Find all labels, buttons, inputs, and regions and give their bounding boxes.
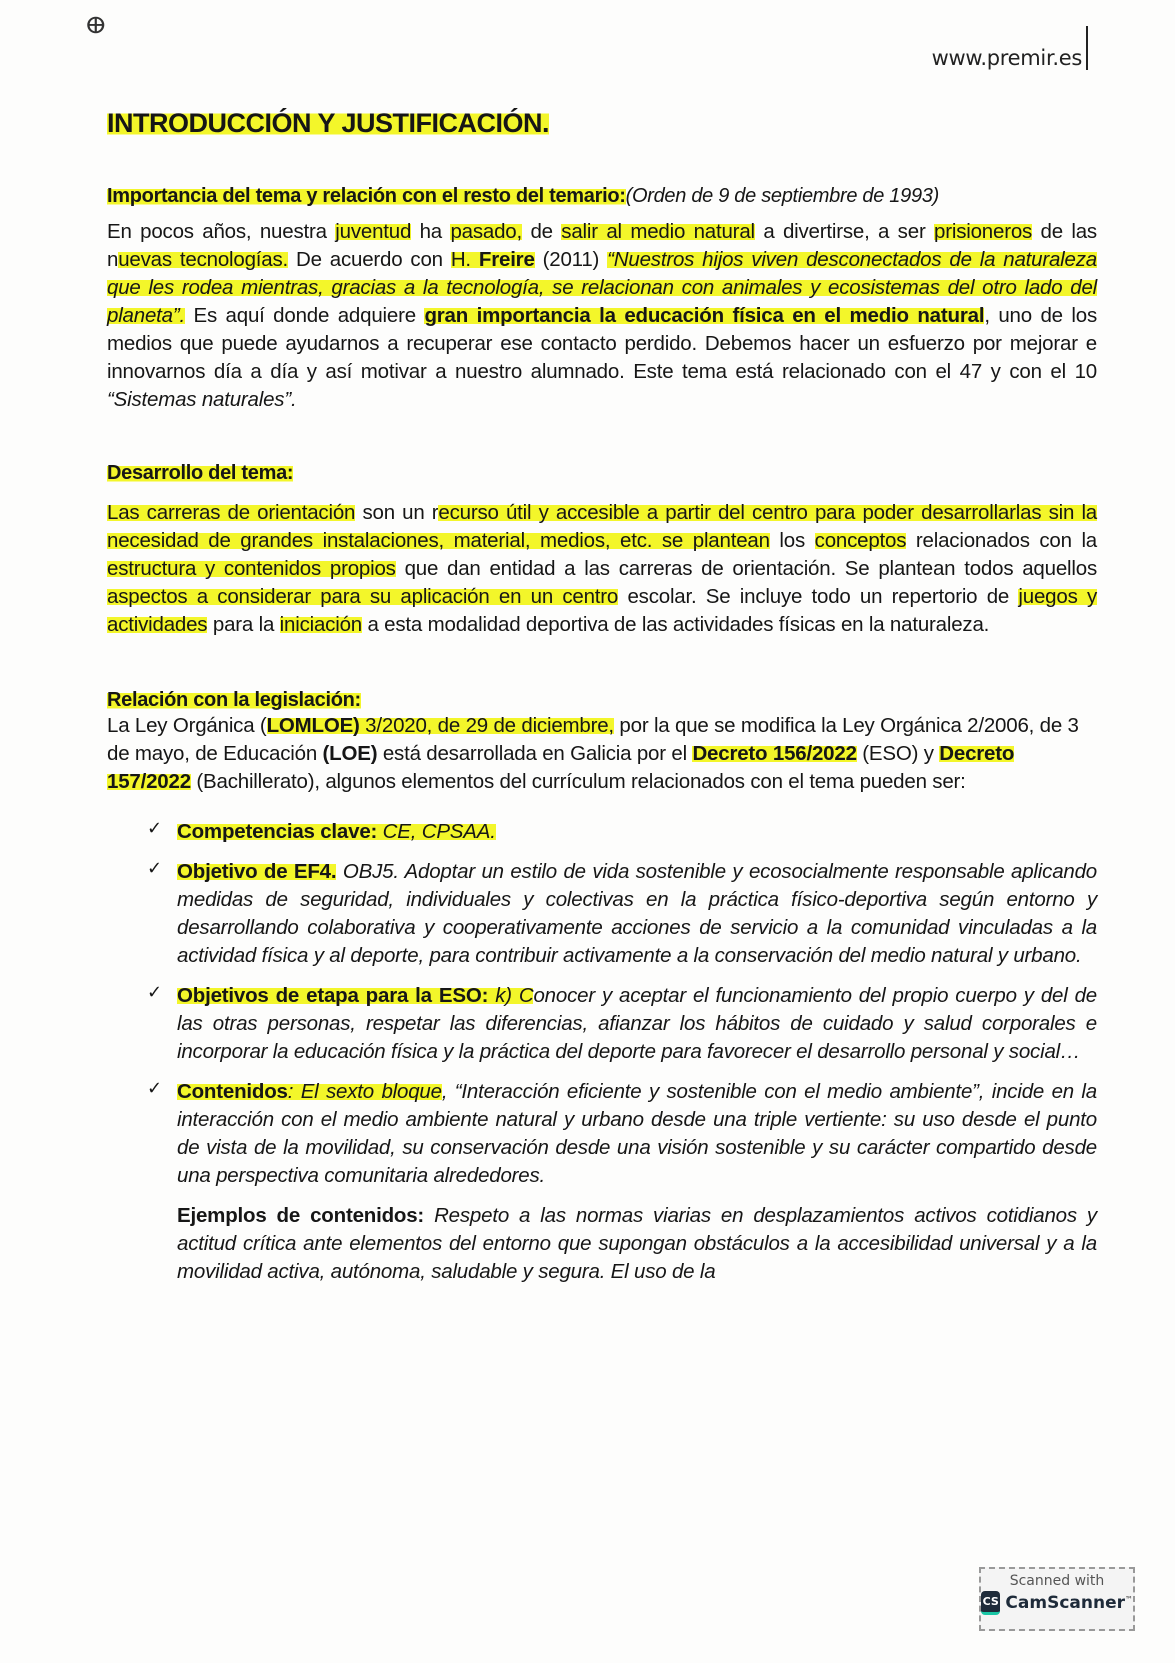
text: son un r	[355, 501, 439, 524]
heading-text: Importancia del tema y relación con el resto del temario:	[107, 185, 626, 207]
section-development	[107, 462, 1097, 639]
item-label: Objetivos de etapa para la ESO:	[177, 984, 489, 1007]
list-item-body	[177, 982, 1097, 1066]
text: de las n	[107, 220, 1097, 271]
page-title-text: INTRODUCCIÓN Y JUSTIFICACIÓN.	[107, 108, 550, 138]
list-item-body	[177, 858, 1097, 970]
checkmark-icon: ✓	[147, 858, 163, 879]
development-paragraph	[107, 499, 1097, 639]
highlight: juventud	[335, 220, 412, 243]
list-item-body	[177, 1078, 1097, 1190]
highlight: uevas tecnologías.	[118, 248, 289, 271]
highlight: ecurso útil y accesible a partir del centro para poder desarrollarlas sin la necesidad de grandes instalaciones, material, medios, etc. se plantean	[107, 501, 1097, 552]
item-code: OBJ5.	[336, 860, 399, 883]
section-importance-heading	[107, 185, 1097, 208]
law-acronym: (LOE)	[322, 742, 378, 765]
highlight: pasado,	[450, 220, 523, 243]
text: para la	[207, 613, 280, 636]
item-text: Adoptar un estilo de vida sostenible y ecosocialmente responsable aplicando medidas de seguridad, individuales y colectivas en la práctica físico-deportiva según entorno y desarrollando colaborativa y cooperativamente acciones de servicio a la comunidad vinculadas a la actividad física y al deporte, para contribuir activamente a la conservación del medio natural y urbano.	[177, 860, 1097, 967]
camscanner-logo-icon: CS	[981, 1591, 1000, 1615]
item-label: Competencias clave:	[177, 820, 378, 843]
text: relacionados con la	[906, 529, 1098, 552]
camscanner-watermark	[979, 1567, 1135, 1631]
heading-text: Desarrollo del tema:	[107, 462, 294, 484]
highlight: Las carreras de orientación	[107, 501, 356, 524]
author-name: Freire	[478, 248, 535, 271]
highlight: aspectos a considerar para su aplicación en un centro	[107, 585, 619, 608]
highlight: prisioneros	[934, 220, 1033, 243]
text: escolar. Se incluye todo un repertorio de	[618, 585, 1019, 608]
section-legislation-heading	[107, 689, 1097, 712]
watermark-name: CamScanner	[1005, 1593, 1125, 1613]
checkmark-icon: ✓	[147, 818, 163, 839]
highlight: 3/2020, de 29 de diciembre,	[359, 714, 614, 737]
item-text: , “Interacción eficiente y sostenible con el medio ambiente”, incide en la interacción con el medio ambiente natural y urbano desde una triple vertiente: su uso desde el punto de vista de la movilidad, su conservación desde una visión sostenible y su carácter compartido desde una perspectiva comunitaria alrededores.	[177, 1080, 1097, 1187]
heading-text: Relación con la legislación:	[107, 689, 361, 711]
item-code: k) C	[488, 984, 534, 1007]
text: , uno de los medios que puede ayudarnos a recuperar ese contacto perdido. Debemos hacer un esfuerzo por mejorar e innovarnos día a día y así motivar a nuestro alumnado. Este tema está relacionado con el 47 y con el 10	[107, 304, 1097, 383]
text: de	[522, 220, 562, 243]
examples-label: Ejemplos de contenidos:	[177, 1204, 425, 1227]
watermark-caption: Scanned with	[1009, 1573, 1105, 1589]
text: (ESO) y	[856, 742, 940, 765]
legislation-paragraph	[107, 712, 1097, 796]
text: está desarrollada en Galicia por el	[377, 742, 693, 765]
text: De acuerdo con	[288, 248, 451, 271]
item-highlight: : El sexto bloque	[287, 1080, 442, 1103]
section-importance	[107, 185, 1097, 414]
curriculum-list	[107, 818, 1097, 1286]
law-acronym: LOMLOE)	[266, 714, 360, 737]
checkmark-icon: ✓	[147, 982, 163, 1003]
header-url: www.premir.es	[931, 46, 1082, 70]
trademark: ™	[1125, 1595, 1133, 1604]
highlight: estructura y contenidos propios	[107, 557, 396, 580]
decree: Decreto 157/2022	[107, 742, 1015, 793]
item-label: Objetivo de EF4.	[177, 860, 337, 883]
highlight: H.	[450, 248, 479, 271]
item-text: onocer y aceptar el funcionamiento del propio cuerpo y del de las otras personas, respetar las diferencias, afianzar los hábitos de cuidado y salud corporales e incorporar la educación física y la práctica del deporte para favorecer el desarrollo personal y social…	[177, 984, 1097, 1063]
text: En pocos años, nuestra	[107, 220, 336, 243]
section-development-heading	[107, 462, 1097, 485]
text: que dan entidad a las carreras de orientación. Se plantean todos aquellos	[395, 557, 1097, 580]
heading-ref: (Orden de 9 de septiembre de 1993)	[625, 185, 939, 207]
list-item	[147, 858, 1097, 970]
examples-text: Respeto a las normas viarias en desplazamientos activos cotidianos y actitud crítica ante elementos del entorno que supongan obstáculos a la accesibilidad universal y a la movilidad activa, autónoma, saludable y segura. El uso de la	[177, 1204, 1097, 1283]
highlight: iniciación	[279, 613, 362, 636]
text: los	[769, 529, 815, 552]
text: por la que se modifica la Ley Orgánica 2/2006, de 3 de mayo, de Educación	[107, 714, 1079, 765]
list-item	[147, 982, 1097, 1066]
importance-paragraph	[107, 218, 1097, 414]
quote: “Nuestros hijos viven desconectados de la naturaleza que les rodea mientras, gracias a la tecnología, se relacionan con animales y ecosistemas del otro lado del planeta”.	[107, 248, 1097, 327]
corner-mark: ⴲ	[86, 14, 106, 39]
highlight: salir al medio natural	[561, 220, 755, 243]
text: Es aquí donde adquiere	[184, 304, 425, 327]
text: a divertirse, a ser	[754, 220, 935, 243]
list-item	[147, 818, 1097, 846]
checkmark-icon: ✓	[147, 1078, 163, 1099]
section-legislation	[107, 689, 1097, 1286]
highlight: juegos y actividades	[107, 585, 1097, 636]
document-page	[107, 100, 1097, 1286]
text: La Ley Orgánica (	[107, 714, 267, 737]
bold-highlight: gran importancia la educación física en el medio natural	[424, 304, 985, 327]
text: a esta modalidad deportiva de las actividades físicas en la naturaleza.	[361, 613, 990, 636]
examples-paragraph	[147, 1202, 1097, 1286]
decree: Decreto 156/2022	[692, 742, 857, 765]
item-value: CE, CPSAA.	[377, 820, 496, 843]
list-item	[147, 1078, 1097, 1190]
item-label: Contenidos	[177, 1080, 288, 1103]
watermark-brand	[981, 1591, 1133, 1615]
text: ha	[411, 220, 451, 243]
list-item-body	[177, 818, 1097, 846]
text: (Bachillerato), algunos elementos del currículum relacionados con el tema pueden ser:	[190, 770, 966, 793]
page-title	[107, 108, 1097, 139]
author-year: (2011)	[534, 248, 608, 271]
highlight: conceptos	[814, 529, 907, 552]
topic-reference: “Sistemas naturales”.	[107, 388, 297, 411]
header-rule	[1086, 26, 1088, 70]
